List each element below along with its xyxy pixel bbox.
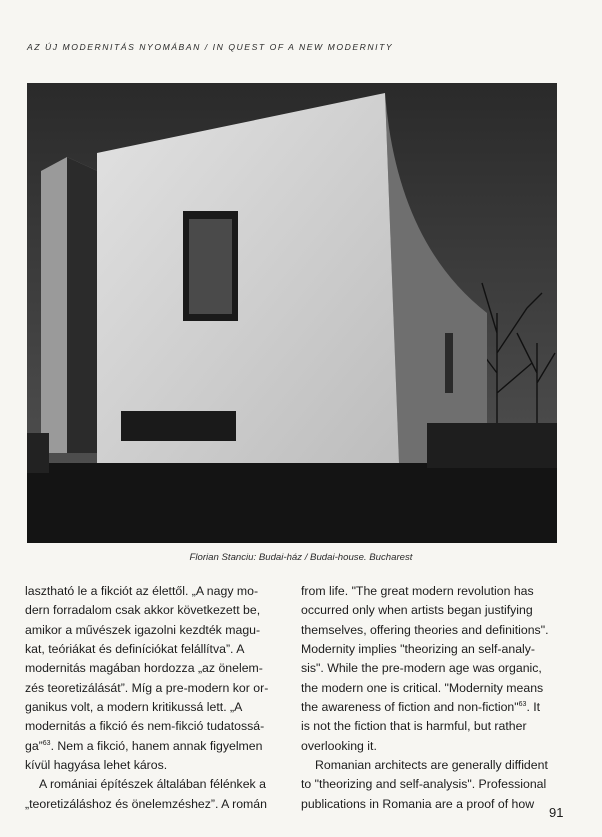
footnote-ref: 63: [518, 700, 527, 708]
text-line: zés teoretizálását”. Míg a pre-modern kor or-: [25, 680, 269, 695]
text-line: kívül hagyása lehet káros.: [25, 758, 168, 773]
text-line: from life. "The great modern revolution has: [301, 584, 534, 598]
text-line: ganikus volt, a modern kritikussá lett. „A: [25, 700, 243, 715]
text-line: overlooking it.: [301, 738, 377, 753]
right-column-english: [301, 582, 569, 814]
text-line: modernitás a fikció és nem-fikció tudatossá-: [25, 719, 265, 734]
text-line: Romanian architects are generally diffident: [315, 758, 548, 773]
running-header: AZ ÚJ MODERNITÁS NYOMÁBAN / IN QUEST OF A NEW MODERNITY: [27, 42, 394, 52]
text-line: the modern one is critical. "Modernity means: [301, 680, 544, 695]
left-column-hungarian: [25, 582, 287, 814]
text-line: sis". While the pre-modern age was organic,: [301, 661, 542, 676]
text-line: kat, teóriákat és definíciókat felállítva”. A: [25, 642, 245, 657]
text-line: amikor a művészek igazolni kezdték magu-: [25, 622, 261, 637]
ribbon-window: [121, 411, 236, 441]
main-facade: [97, 93, 399, 463]
text-line: themselves, offering theories and definitions".: [301, 622, 549, 637]
text-line: is not the fiction that is harmful, but rather: [301, 719, 527, 734]
footnote-ref: 63: [42, 739, 51, 747]
text-line: modernitás magában hordozza „az önelem-: [25, 661, 263, 676]
page-number: 91: [549, 805, 564, 820]
text-line: ga”$^{63}$. Nem a fikció, hanem annak figyelmen: [25, 738, 263, 753]
text-line: lasztható le a fikciót az élettől. „A nagy mo-: [25, 584, 259, 598]
text-line: Modernity implies "theorizing an self-analy-: [301, 642, 536, 657]
text-line: occurred only when artists began justifying: [301, 603, 533, 618]
text-line: publications in Romania are a proof of how: [301, 796, 535, 811]
text-line: the awareness of fiction and non-fiction"$^{63}$. It: [301, 700, 541, 715]
building-photo: [27, 83, 557, 543]
figure-caption: Florian Stanciu: Budai-ház / Budai-house. Bucharest: [189, 552, 413, 563]
text-line: to "theorizing and self-analysis". Professional: [301, 777, 547, 792]
text-line: „teoretizáláshoz és önelemzéshez”. A román: [25, 796, 267, 811]
ground: [27, 463, 557, 543]
text-line: A romániai építészek általában félénkek a: [39, 777, 266, 792]
text-line: dern forradalom csak akkor következett be,: [25, 603, 261, 618]
